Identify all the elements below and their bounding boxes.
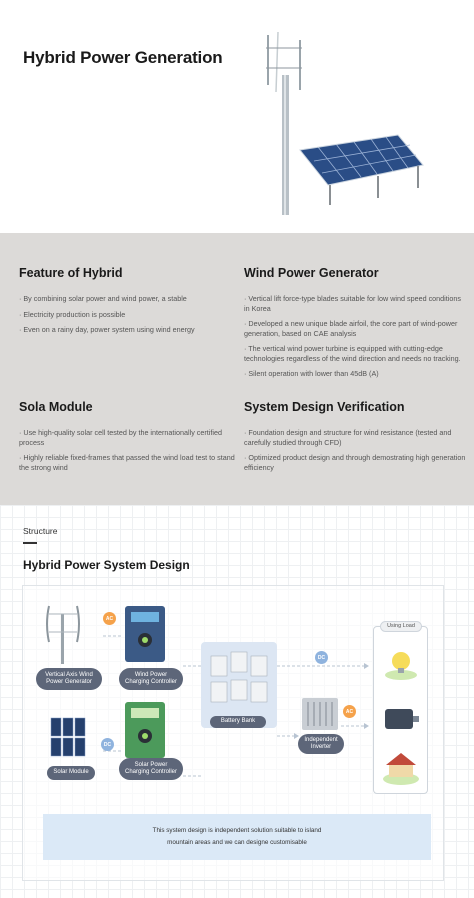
- structure-divider: [23, 542, 37, 544]
- hero-section: [0, 0, 474, 233]
- list-item: · Electricity production is possible: [19, 309, 126, 319]
- list-item: · The vertical wind power turbine is equipped with cutting-edge technologies regardless of the wind direction and needs no tracking.: [244, 344, 461, 363]
- feature-wind-heading: Wind Power Generator: [244, 266, 379, 280]
- house-icon: [383, 753, 419, 785]
- light-bulb-icon: [385, 652, 417, 680]
- motor-icon: [385, 709, 419, 729]
- solar-charging-controller-icon: [123, 698, 167, 760]
- wind-controller-label: Wind Power Charging Controller: [119, 668, 183, 690]
- wind-turbine-image: [266, 32, 302, 215]
- solar-controller-label: Solar Power Charging Controller: [119, 758, 183, 780]
- feature-verification: [244, 400, 466, 478]
- design-note: [43, 814, 431, 860]
- battery-bank-label: Battery Bank: [210, 716, 266, 728]
- system-diagram: [22, 585, 444, 881]
- feature-solar: [19, 400, 241, 478]
- using-load-label: Using Load: [380, 621, 422, 632]
- using-load-box: [373, 623, 428, 794]
- structure-label: Structure: [23, 526, 58, 536]
- feature-wind: [244, 266, 466, 385]
- list-item: · Optimized product design and through demostrating high generation efficiency: [244, 453, 466, 472]
- structure-title: Hybrid Power System Design: [23, 558, 190, 572]
- load-icons: [380, 641, 422, 791]
- list-item: · Foundation design and structure for wind resistance (tested and carefully studied through CFD): [244, 428, 452, 447]
- feature-solar-heading: Sola Module: [19, 400, 93, 414]
- solar-module-label: Solar Module: [47, 766, 95, 780]
- wind-charging-controller-icon: [123, 602, 167, 664]
- dc-badge: DC: [315, 651, 328, 664]
- inverter-icon: [300, 696, 340, 732]
- hybrid-system-illustration: [258, 30, 448, 215]
- structure-section: [0, 505, 474, 898]
- list-item: · Highly reliable fixed-frames that passed the wind load test to stand the strong wind: [19, 453, 235, 472]
- solar-array-image: [300, 135, 423, 205]
- list-item: · Vertical lift force-type blades suitable for low wind speed conditions in Korea: [244, 294, 461, 313]
- dc-badge: DC: [101, 738, 114, 751]
- list-item: · Use high-quality solar cell tested by the internationally certified process: [19, 428, 222, 447]
- ac-badge: AC: [343, 705, 356, 718]
- ac-badge: AC: [103, 612, 116, 625]
- features-section: [0, 233, 474, 505]
- page-title: Hybrid Power Generation: [23, 48, 223, 67]
- feature-verification-heading: System Design Verification: [244, 400, 405, 414]
- list-item: · Even on a rainy day, power system using wind energy: [19, 325, 195, 334]
- wind-generator-label: Vertical Axis Wind Power Generator: [36, 668, 102, 690]
- list-item: · By combining solar power and wind power, a stable: [19, 294, 187, 303]
- inverter-label: Independent Inverter: [298, 734, 344, 754]
- feature-hybrid: [19, 266, 241, 341]
- feature-hybrid-heading: Feature of Hybrid: [19, 266, 123, 280]
- design-note-line: This system design is independent solution suitable to island: [152, 827, 322, 834]
- solar-module-icon: [49, 716, 89, 760]
- list-item: · Developed a new unique blade airfoil, the core part of wind-power generation, based on CAE analysis: [244, 319, 458, 338]
- wind-turbine-icon: [37, 602, 89, 664]
- list-item: · Silent operation with lower than 45dB (A): [244, 369, 379, 378]
- design-note-line: mountain areas and we can designe customisable: [167, 839, 307, 846]
